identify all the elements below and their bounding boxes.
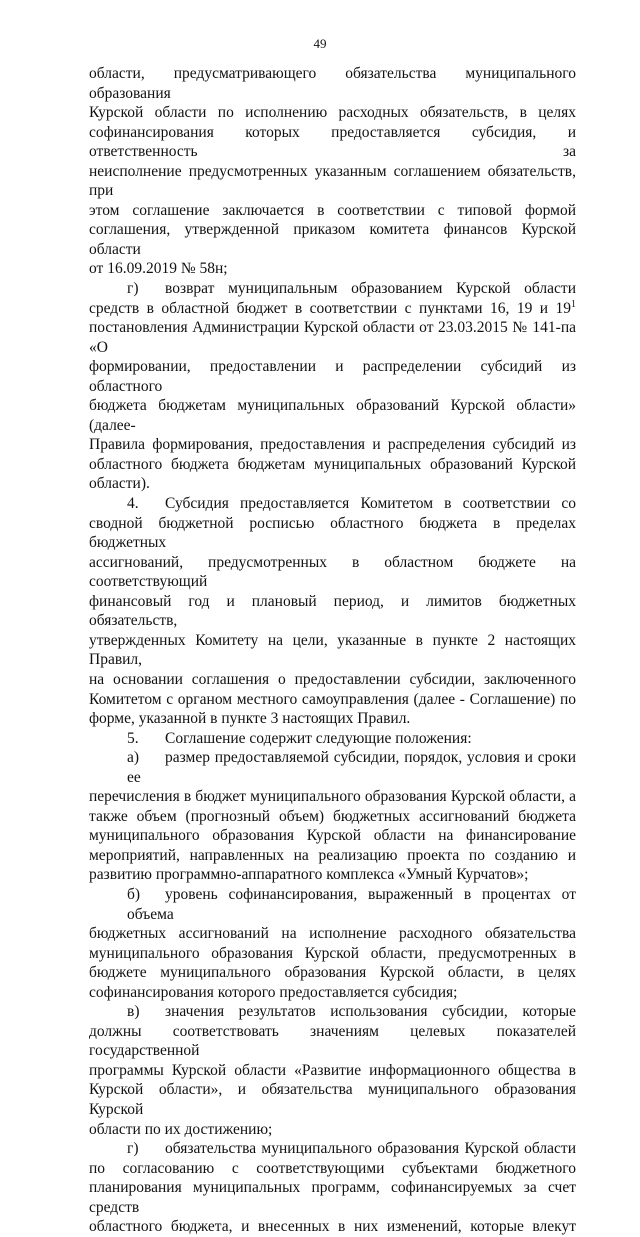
text-line: [89, 709, 576, 729]
text-line: [89, 963, 576, 983]
text-line: [89, 983, 576, 1003]
line-text: формировании, предоставлении и распределении субсидий из областного: [89, 358, 576, 395]
item-label: г): [127, 280, 139, 298]
text-line: [89, 103, 576, 123]
line-text: неисполнение предусмотренных указанным соглашением обязательств, при: [89, 162, 576, 200]
line-text: мероприятий, направленных на реализацию проекта по созданию и: [89, 846, 576, 864]
text-line: [89, 592, 576, 631]
line-text: форме, указанной в пункте 3 настоящих Правил.: [89, 710, 411, 728]
line-text: соглашения, утвержденной приказом комитета финансов Курской области: [89, 221, 576, 258]
line-text: Курской области», и обязательства муниципального образования Курской: [89, 1081, 576, 1118]
text-line: [89, 1120, 576, 1140]
text-line: [89, 357, 576, 396]
text-line: [89, 690, 576, 710]
text-line: [89, 514, 576, 553]
line-text: Комитетом с органом местного самоуправления (далее - Соглашение) по: [89, 690, 576, 708]
line-text: сводной бюджетной росписью областного бюджета в пределах бюджетных: [89, 514, 576, 552]
text-line: [89, 944, 576, 964]
text-line: [89, 748, 576, 787]
text-line: [89, 455, 576, 475]
line-text: области).: [89, 475, 150, 493]
text-line: [89, 1217, 576, 1237]
text-line: [89, 220, 576, 259]
item-label: б): [127, 885, 141, 903]
line-text: области по их достижению;: [89, 1120, 273, 1138]
text-line: [89, 807, 576, 827]
superscript: 1: [571, 298, 576, 310]
line-text: размер предоставляемой субсидии, порядок, условия и сроки ее: [127, 749, 576, 786]
line-text: Правила формирования, предоставления и распределения субсидий из: [89, 436, 576, 454]
text-line: [89, 865, 576, 885]
text-line: [89, 64, 576, 103]
line-text: бюджете муниципального образования Курской области, в целях: [89, 964, 576, 982]
line-text: от 16.09.2019 № 58н;: [89, 260, 228, 278]
line-text: возврат муниципальным образованием Курской области: [165, 280, 576, 298]
page-number: 49: [313, 36, 327, 51]
text-line: [89, 1061, 576, 1081]
text-line: [89, 1159, 576, 1179]
item-label: в): [127, 1003, 140, 1021]
item-label: 4.: [127, 495, 139, 513]
line-text: бюджета бюджетам муниципальных образований Курской области» (далее-: [89, 397, 576, 434]
text-line: [89, 318, 576, 357]
line-text: областного бюджета, и внесенных в них изменений, которые влекут: [89, 1218, 576, 1236]
text-line: [89, 435, 576, 455]
text-line: [89, 1178, 576, 1217]
line-text: областного бюджета бюджетам муниципальных образований Курской: [89, 455, 576, 473]
line-text: финансовый год и плановый период, и лимитов бюджетных обязательств,: [89, 592, 576, 630]
text-line: [89, 670, 576, 690]
text-line: [89, 1080, 576, 1119]
line-text: муниципального образования Курской области на финансирование: [89, 827, 576, 845]
text-line: [89, 787, 576, 807]
line-text: Соглашение содержит следующие положения:: [165, 729, 472, 747]
line-text: утвержденных Комитету на цели, указанные в пункте 2 настоящих Правил,: [89, 631, 576, 669]
text-line: [89, 162, 576, 201]
text-line: [89, 846, 576, 866]
line-text: области, предусматривающего обязательства муниципального образования: [89, 65, 576, 102]
text-line: [89, 201, 576, 221]
line-text: уровень софинансирования, выраженный в процентах от объема: [127, 885, 576, 923]
line-text: должны соответствовать значениям целевых показателей государственной: [89, 1022, 576, 1060]
line-text: постановления Администрации Курской области от 23.03.2015 № 141-па «О: [89, 319, 576, 356]
item-label: г): [127, 1140, 139, 1158]
line-text: развитию программно-аппаратного комплекса «Умный Курчатов»;: [89, 866, 529, 884]
line-text: софинансирования которых предоставляется субсидия, и ответственность за: [89, 123, 576, 161]
text-line: [89, 396, 576, 435]
line-text: обязательства муниципального образования Курской области: [165, 1140, 576, 1158]
line-text: по согласованию с соответствующими субъектами бюджетного: [89, 1159, 576, 1177]
text-line: [89, 1139, 576, 1159]
line-text: бюджетных ассигнований на исполнение расходного обязательства: [89, 925, 576, 943]
text-line: [89, 1022, 576, 1061]
line-text: на основании соглашения о предоставлении субсидии, заключенного: [89, 670, 576, 688]
text-line: [89, 826, 576, 846]
line-text: планирования муниципальных программ, софинансируемых за счет средств: [89, 1179, 576, 1216]
line-text: также объем (прогнозный объем) бюджетных ассигнований бюджета: [89, 807, 576, 825]
text-line: [89, 279, 576, 299]
line-text: ассигнований, предусмотренных в областном бюджете на соответствующий: [89, 553, 576, 591]
text-line: [89, 631, 576, 670]
line-text: муниципального образования Курской области, предусмотренных в: [89, 944, 576, 962]
text-line: [89, 924, 576, 944]
text-line: [89, 474, 576, 494]
text-line: [89, 123, 576, 162]
text-line: [89, 299, 576, 319]
text-line: [89, 553, 576, 592]
line-text: софинансирования которого предоставляется субсидия;: [89, 983, 458, 1001]
text-line: [89, 1002, 576, 1022]
line-text: Курской области по исполнению расходных обязательств, в целях: [89, 104, 576, 122]
item-label: 5.: [127, 729, 139, 747]
line-text: значения результатов использования субсидии, которые: [165, 1003, 576, 1021]
line-text: программы Курской области «Развитие информационного общества в: [89, 1061, 576, 1079]
text-line: [89, 259, 576, 279]
line-text: этом соглашение заключается в соответствии с типовой формой: [89, 201, 576, 219]
line-text: средств в областной бюджет в соответствии с пунктами 16, 19 и 19: [89, 299, 571, 317]
document-body: [89, 64, 576, 1237]
text-line: [89, 729, 576, 749]
text-line: [89, 494, 576, 514]
item-label: а): [127, 749, 140, 767]
line-text: Субсидия предоставляется Комитетом в соответствии со: [165, 495, 576, 513]
line-text: перечисления в бюджет муниципального образования Курской области, а: [89, 788, 576, 806]
